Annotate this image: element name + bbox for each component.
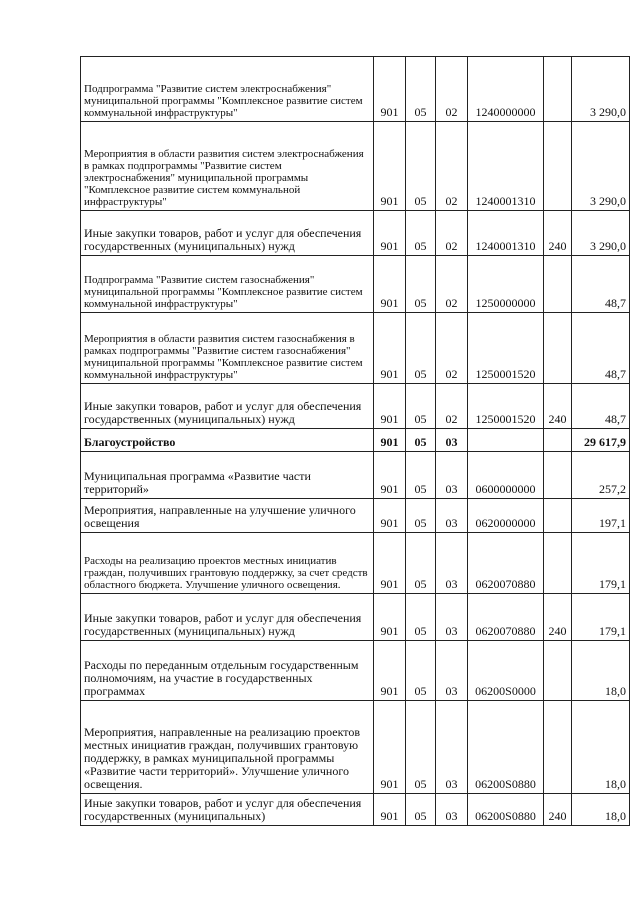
row-section-cell: 05 xyxy=(406,533,436,594)
row-code-cell: 901 xyxy=(374,313,406,384)
table-row xyxy=(81,701,630,794)
row-type-cell: 240 xyxy=(544,211,572,256)
row-subsection-cell: 02 xyxy=(436,313,468,384)
row-section-cell: 05 xyxy=(406,594,436,641)
row-target-cell: 0620070880 xyxy=(468,533,544,594)
table-row xyxy=(81,211,630,256)
table-row xyxy=(81,794,630,826)
row-type-cell xyxy=(544,499,572,533)
row-target-cell: 0600000000 xyxy=(468,452,544,499)
row-type-cell xyxy=(544,57,572,122)
row-section-cell: 05 xyxy=(406,701,436,794)
row-amount-cell: 48,7 xyxy=(572,384,630,429)
row-subsection-cell: 03 xyxy=(436,701,468,794)
row-subsection-cell: 02 xyxy=(436,122,468,211)
row-type-cell xyxy=(544,256,572,313)
table-row xyxy=(81,256,630,313)
row-section-cell: 05 xyxy=(406,794,436,826)
table-row xyxy=(81,533,630,594)
table-row xyxy=(81,641,630,701)
row-code-cell: 901 xyxy=(374,533,406,594)
row-name-cell: Иные закупки товаров, работ и услуг для обеспечения государственных (муниципальных) нужд xyxy=(81,594,374,641)
row-code-cell: 901 xyxy=(374,429,406,452)
row-subsection-cell: 03 xyxy=(436,594,468,641)
row-amount-cell: 3 290,0 xyxy=(572,57,630,122)
row-target-cell: 1240001310 xyxy=(468,122,544,211)
row-code-cell: 901 xyxy=(374,794,406,826)
row-subsection-cell: 03 xyxy=(436,452,468,499)
row-amount-cell: 257,2 xyxy=(572,452,630,499)
table-row xyxy=(81,384,630,429)
row-section-cell: 05 xyxy=(406,57,436,122)
row-target-cell: 06200S0000 xyxy=(468,641,544,701)
row-amount-cell: 3 290,0 xyxy=(572,122,630,211)
row-subsection-cell: 03 xyxy=(436,429,468,452)
row-subsection-cell: 03 xyxy=(436,499,468,533)
row-target-cell: 1250001520 xyxy=(468,313,544,384)
row-code-cell: 901 xyxy=(374,499,406,533)
row-name-cell: Благоустройство xyxy=(81,429,374,452)
table-row xyxy=(81,57,630,122)
table-row xyxy=(81,452,630,499)
row-section-cell: 05 xyxy=(406,384,436,429)
row-subsection-cell: 03 xyxy=(436,794,468,826)
row-target-cell: 0620000000 xyxy=(468,499,544,533)
row-subsection-cell: 02 xyxy=(436,256,468,313)
row-section-cell: 05 xyxy=(406,452,436,499)
row-name-cell: Подпрограмма "Развитие систем газоснабжения" муниципальной программы "Комплексное развитие систем коммунальной инфраструктуры" xyxy=(81,256,374,313)
row-subsection-cell: 03 xyxy=(436,533,468,594)
row-amount-cell: 48,7 xyxy=(572,256,630,313)
row-target-cell: 06200S0880 xyxy=(468,794,544,826)
row-code-cell: 901 xyxy=(374,641,406,701)
row-subsection-cell: 02 xyxy=(436,384,468,429)
budget-table-body xyxy=(81,57,630,826)
row-subsection-cell: 03 xyxy=(436,641,468,701)
table-row xyxy=(81,122,630,211)
row-name-cell: Расходы на реализацию проектов местных инициатив граждан, получивших грантовую поддержку, за счет средств областного бюджета. Улучшение уличного освещения. xyxy=(81,533,374,594)
row-amount-cell: 3 290,0 xyxy=(572,211,630,256)
row-name-cell: Муниципальная программа «Развитие части территорий» xyxy=(81,452,374,499)
row-type-cell: 240 xyxy=(544,794,572,826)
row-target-cell: 06200S0880 xyxy=(468,701,544,794)
row-amount-cell: 179,1 xyxy=(572,533,630,594)
row-name-cell: Иные закупки товаров, работ и услуг для обеспечения государственных (муниципальных) нужд xyxy=(81,384,374,429)
row-target-cell: 1240000000 xyxy=(468,57,544,122)
row-target-cell: 1250001520 xyxy=(468,384,544,429)
row-target-cell xyxy=(468,429,544,452)
row-name-cell: Подпрограмма "Развитие систем электроснабжения" муниципальной программы "Комплексное развитие систем коммунальной инфраструктуры" xyxy=(81,57,374,122)
row-name-cell: Иные закупки товаров, работ и услуг для обеспечения государственных (муниципальных) xyxy=(81,794,374,826)
row-code-cell: 901 xyxy=(374,452,406,499)
row-target-cell: 0620070880 xyxy=(468,594,544,641)
row-amount-cell: 18,0 xyxy=(572,701,630,794)
table-row xyxy=(81,429,630,452)
row-target-cell: 1250000000 xyxy=(468,256,544,313)
budget-table xyxy=(80,56,630,826)
row-name-cell: Мероприятия, направленные на улучшение уличного освещения xyxy=(81,499,374,533)
row-type-cell xyxy=(544,429,572,452)
row-section-cell: 05 xyxy=(406,429,436,452)
row-name-cell: Мероприятия в области развития систем газоснабжения в рамках подпрограммы "Развитие систем газоснабжения" муниципальной программы "Комплексное развитие систем коммунальной инфраструктуры" xyxy=(81,313,374,384)
row-amount-cell: 18,0 xyxy=(572,641,630,701)
row-amount-cell: 179,1 xyxy=(572,594,630,641)
row-section-cell: 05 xyxy=(406,499,436,533)
row-code-cell: 901 xyxy=(374,384,406,429)
row-section-cell: 05 xyxy=(406,313,436,384)
row-amount-cell: 18,0 xyxy=(572,794,630,826)
table-row xyxy=(81,313,630,384)
row-amount-cell: 29 617,9 xyxy=(572,429,630,452)
row-code-cell: 901 xyxy=(374,211,406,256)
row-code-cell: 901 xyxy=(374,57,406,122)
table-row xyxy=(81,594,630,641)
row-type-cell xyxy=(544,701,572,794)
row-type-cell xyxy=(544,313,572,384)
table-row xyxy=(81,499,630,533)
row-type-cell: 240 xyxy=(544,594,572,641)
row-type-cell xyxy=(544,641,572,701)
row-type-cell: 240 xyxy=(544,384,572,429)
row-type-cell xyxy=(544,122,572,211)
row-section-cell: 05 xyxy=(406,256,436,313)
row-section-cell: 05 xyxy=(406,641,436,701)
row-name-cell: Расходы по переданным отдельным государственным полномочиям, на участие в государственных программах xyxy=(81,641,374,701)
row-name-cell: Мероприятия, направленные на реализацию проектов местных инициатив граждан, получивших грантовую поддержку, в рамках муниципальной программы «Развитие части территорий». Улучшение уличного освещения. xyxy=(81,701,374,794)
row-amount-cell: 48,7 xyxy=(572,313,630,384)
row-subsection-cell: 02 xyxy=(436,211,468,256)
row-type-cell xyxy=(544,452,572,499)
row-amount-cell: 197,1 xyxy=(572,499,630,533)
row-code-cell: 901 xyxy=(374,701,406,794)
row-name-cell: Мероприятия в области развития систем электроснабжения в рамках подпрограммы "Развитие систем электроснабжения" муниципальной программы "Комплексное развитие систем коммунальной инфраструктуры" xyxy=(81,122,374,211)
row-subsection-cell: 02 xyxy=(436,57,468,122)
row-code-cell: 901 xyxy=(374,256,406,313)
row-section-cell: 05 xyxy=(406,122,436,211)
row-type-cell xyxy=(544,533,572,594)
row-target-cell: 1240001310 xyxy=(468,211,544,256)
row-code-cell: 901 xyxy=(374,122,406,211)
row-code-cell: 901 xyxy=(374,594,406,641)
row-section-cell: 05 xyxy=(406,211,436,256)
row-name-cell: Иные закупки товаров, работ и услуг для обеспечения государственных (муниципальных) нужд xyxy=(81,211,374,256)
